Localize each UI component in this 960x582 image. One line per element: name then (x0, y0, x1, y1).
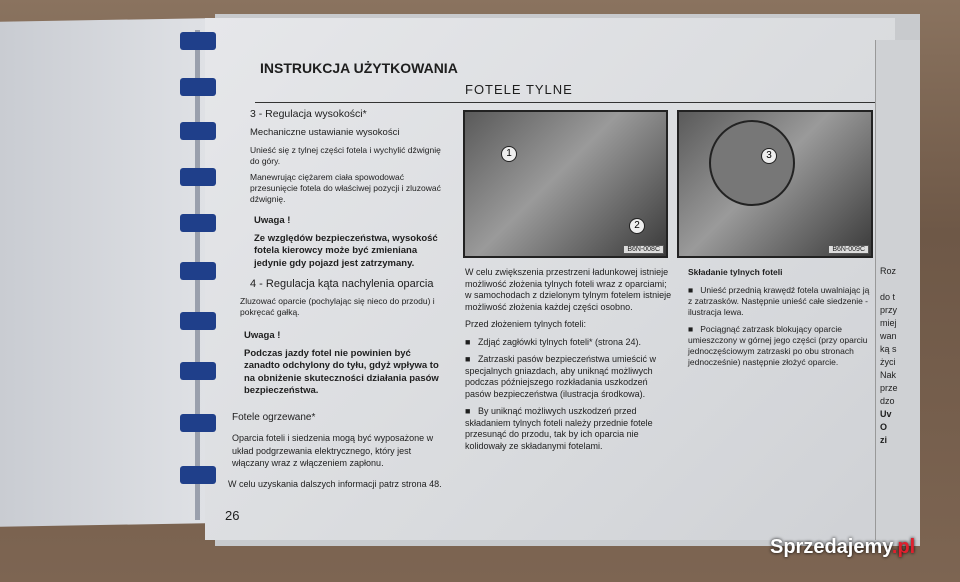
binding-ring (180, 312, 216, 330)
edge-line: Uv (880, 409, 892, 419)
warning-text: Ze względów bezpieczeństwa, wysokość fotela kierowcy może być zmieniana jedynie gdy pojazd jest zatrzymany. (254, 232, 438, 269)
paragraph: Oparcia foteli i siedzenia mogą być wyposażone w układ podgrzewania elektrycznego, który jest włączany wraz z włączeniem zapłonu. (232, 433, 434, 468)
left-page (0, 18, 205, 527)
paragraph: Unieść się z tylnej części fotela i wychylić dźwignię do góry. (250, 145, 441, 166)
bullet-item: ■ By uniknąć możliwych uszkodzeń przed składaniem tylnych foteli należy przednie fotele przesunąć do przodu, tak by ich oparcia nie kolidowały ze składanymi fotelami. (465, 406, 653, 451)
binding-ring (180, 414, 216, 432)
heading-backrest-angle: 4 - Regulacja kąta nachylenia oparcia (250, 278, 434, 290)
edge-text (880, 265, 920, 447)
next-page-edge (875, 40, 920, 540)
watermark-brand: Sprzedajemy (770, 536, 892, 558)
figure-code: B6N-008C (623, 245, 664, 254)
figure-seat-lift (463, 110, 668, 258)
binding-ring (180, 214, 216, 232)
subheading-mechanical: Mechaniczne ustawianie wysokości (250, 126, 400, 138)
paragraph: W celu uzyskania dalszych informacji patrz strona 48. (228, 478, 442, 489)
binding-ring (180, 466, 216, 484)
figure-label: 1 (501, 146, 517, 162)
bullet-item: ■ Pociągnąć zatrzask blokujący oparcie umieszczony w górnej jego części (przy oparciu jednoczęściowym zatrzaski po obu stronach jednocześnie) następnie złożyć oparcie. (688, 324, 868, 367)
paragraph: W celu zwiększenia przestrzeni ładunkowej istnieje możliwość złożenia tylnych foteli wraz z oparciami; w samochodach z dzielonym tylnym fotelem istnieje możliwość złożenia każdej części osobno. (465, 267, 672, 312)
heading-heated-seats: Fotele ogrzewane* (232, 411, 316, 423)
bullet-text: By uniknąć możliwych uszkodzeń przed składaniem tylnych foteli należy przednie fotele przesunąć do przodu, tak by ich oparcia nie kolidowały ze składanymi fotelami. (465, 406, 653, 451)
binding-ring (180, 168, 216, 186)
edge-line: zi (880, 435, 888, 445)
detail-circle (709, 120, 795, 206)
binding-ring (180, 262, 216, 280)
binding-ring (180, 32, 216, 50)
bullet-text: Pociągnąć zatrzask blokujący oparcie umieszczony w górnej jego części (przy oparciu jednoczęściowym zatrzaski po obu stronach jednocześnie) następnie złożyć oparcie. (688, 324, 868, 367)
binding-ring (180, 122, 216, 140)
bullet-item: ■ Zdjąć zagłówki tylnych foteli* (strona 24). (465, 336, 642, 347)
edge-line: miej (880, 318, 897, 328)
paragraph: Przed złożeniem tylnych foteli: (465, 319, 587, 329)
edge-line: życi (880, 357, 896, 367)
binding-ring (180, 362, 216, 380)
edge-line: Nak (880, 370, 897, 380)
header-rule (255, 102, 875, 103)
figure-backrest-latch (677, 110, 873, 258)
left-column-lower (228, 296, 445, 490)
edge-line: O (880, 422, 888, 432)
bullet-text: Zatrzaski pasów bezpieczeństwa umieścić w specjalnych gniazdach, aby uniknąć możliwych podczas późniejszego rozkładania uszkodzeń pasów bezpieczeństwa (ilustracja środkowa). (465, 354, 657, 399)
heading-folding-seats: Składanie tylnych foteli (688, 267, 783, 277)
warning-text: Podczas jazdy fotel nie powinien być zanadto odchylony do tyłu, gdyż wpływa to na obniżenie skuteczności działania pasów bezpieczeństwa. (244, 347, 439, 396)
figure-label: 3 (761, 148, 777, 164)
edge-line: ką s (880, 344, 897, 354)
section-title: FOTELE TYLNE (465, 82, 573, 97)
manual-title: INSTRUKCJA UŻYTKOWANIA (260, 60, 458, 76)
bullet-item: ■ Unieść przednią krawędź fotela uwalniając ją z zatrzasków. Następnie unieść całe siedzenie - ilustracja lewa. (688, 285, 870, 317)
middle-column (465, 267, 673, 452)
edge-line: przy (880, 305, 898, 315)
right-column (688, 267, 873, 368)
edge-line: prze (880, 383, 898, 393)
heading-height-adjust: 3 - Regulacja wysokości* (250, 108, 367, 120)
edge-line: dzo (880, 396, 895, 406)
watermark-logo (770, 536, 915, 559)
figure-code: B6N-009C (828, 245, 869, 254)
bullet-text: Zdjąć zagłówki tylnych foteli* (strona 24). (477, 336, 642, 347)
page-number: 26 (225, 508, 240, 523)
warning-title: Uwaga ! (244, 330, 281, 341)
watermark-tld: .pl (891, 536, 916, 558)
paragraph: Zluzować oparcie (pochylając się nieco do przodu) i pokręcać gałką. (240, 296, 435, 317)
warning-title: Uwaga ! (254, 215, 291, 226)
edge-line: do t (880, 292, 896, 302)
bullet-item: ■ Zatrzaski pasów bezpieczeństwa umieścić w specjalnych gniazdach, aby uniknąć możliwych podczas późniejszego rozkładania uszkodzeń pasów bezpieczeństwa (ilustracja środkowa). (465, 354, 657, 399)
edge-line: wan (880, 331, 897, 341)
figure-label: 2 (629, 218, 645, 234)
bullet-text: Unieść przednią krawędź fotela uwalniając ją z zatrzasków. Następnie unieść całe siedzenie - ilustracja lewa. (688, 285, 870, 317)
binding-ring (180, 78, 216, 96)
left-column (250, 108, 450, 291)
paragraph: Manewrując ciężarem ciała spowodować przesunięcie fotela do właściwej pozycji i zluzować dźwignię. (250, 172, 441, 204)
edge-line: Roz (880, 266, 897, 276)
